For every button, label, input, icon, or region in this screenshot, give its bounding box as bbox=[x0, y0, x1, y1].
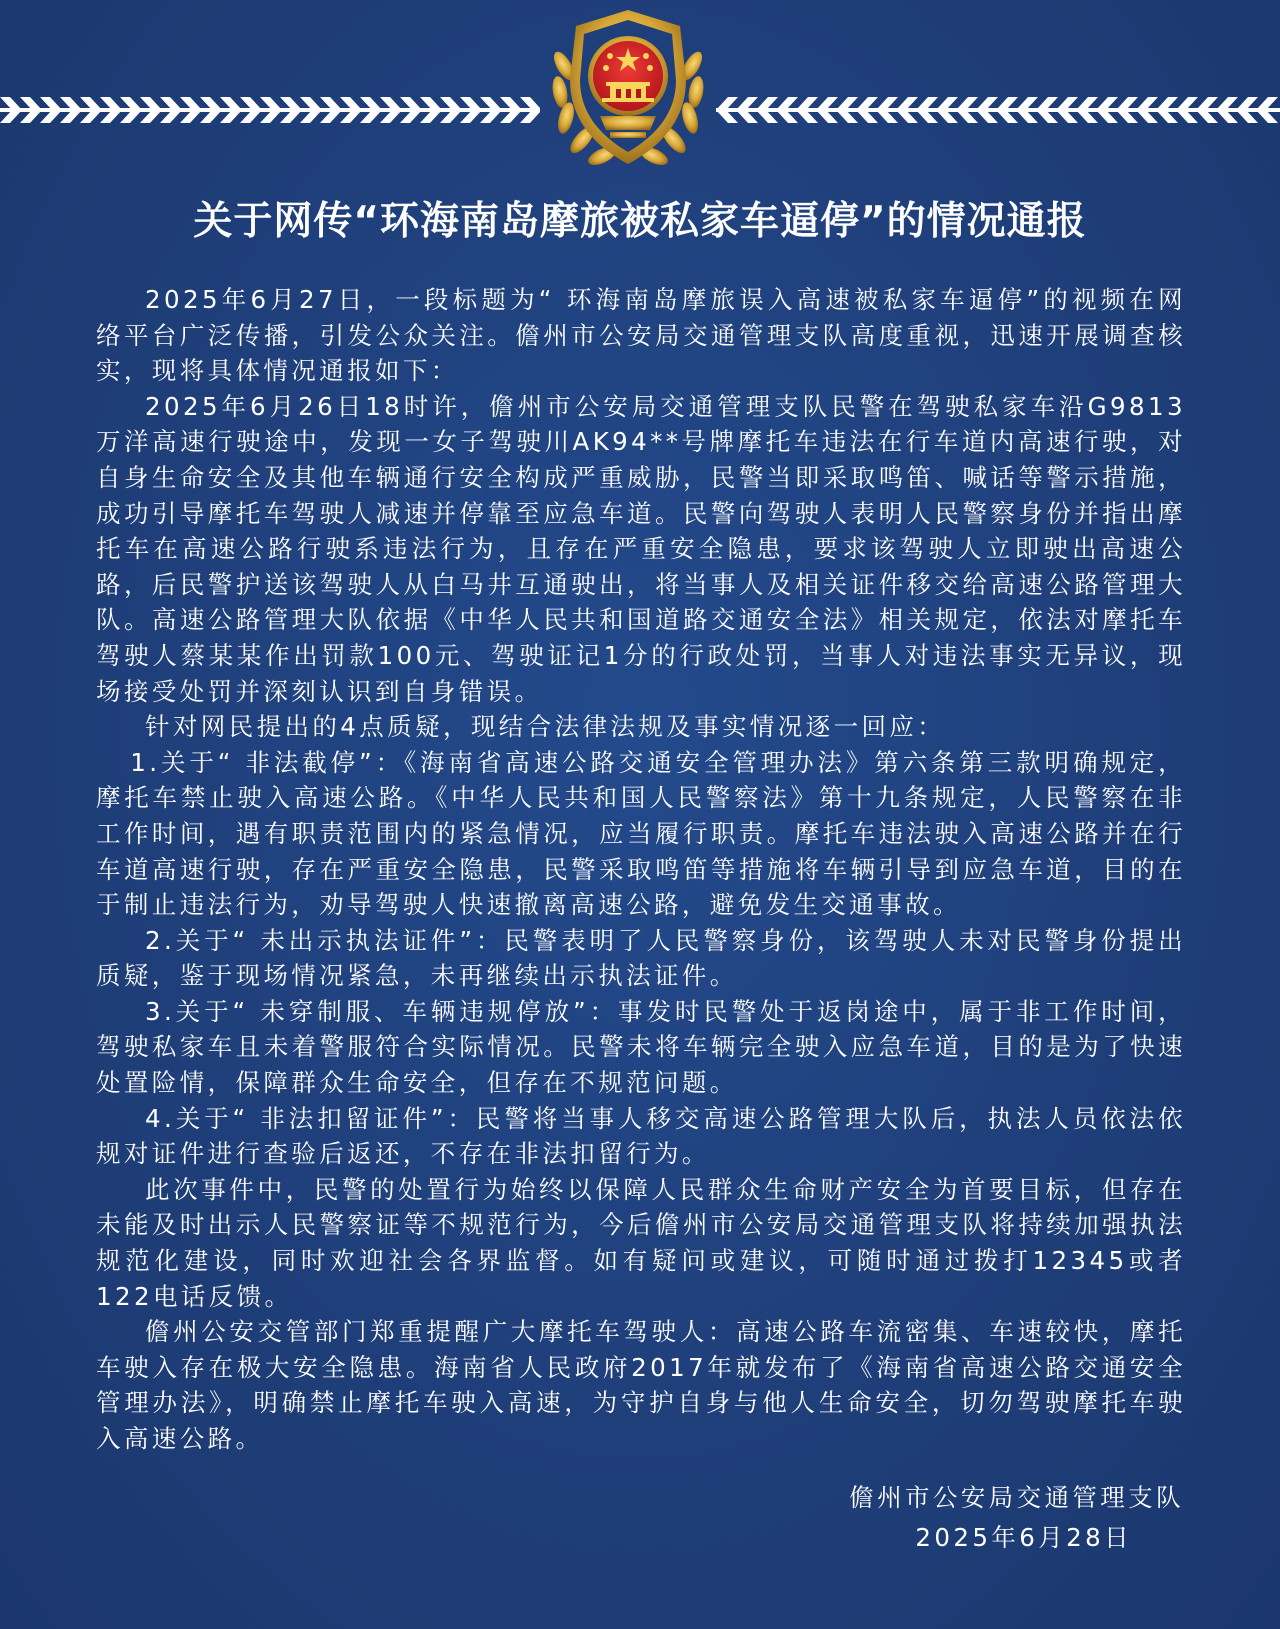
response-intro-paragraph: 针对网民提出的4点质疑，现结合法律法规及事实情况逐一回应： bbox=[145, 712, 946, 742]
chevron-band-left-icon bbox=[0, 93, 540, 127]
reminder-paragraph: 儋州公安交管部门郑重提醒广大摩托车驾驶人：高速公路车流密集、车速较快，摩托车驶入存在极大安全隐患。海南省人民政府2017年就发布了《海南省高速公路交通安全管理办法》，明确禁止摩托车驶入高速，为守护自身与他人生命安全，切勿驾驶摩托车驶入高速公路。 bbox=[96, 1317, 1186, 1453]
signature-block bbox=[849, 1478, 1184, 1558]
police-emblem-icon bbox=[540, 4, 716, 172]
header-band-left bbox=[0, 93, 540, 127]
response-item-4: 4.关于“ 非法扣留证件”：民警将当事人移交高速公路管理大队后，执法人员依法依规对证件进行查验后返还，不存在非法扣留行为。 bbox=[96, 1103, 1186, 1169]
response-item-3: 3.关于“ 未穿制服、车辆违规停放”：事发时民警处于返岗途中，属于非工作时间，驾驶私家车且未着警服符合实际情况。民警未将车辆完全驶入应急车道，目的是为了快速处置险情，保障群众生命安全，但存在不规范问题。 bbox=[96, 996, 1186, 1098]
intro-paragraph: 2025年6月27日，一段标题为“ 环海南岛摩旅误入高速被私家车逼停”的视频在网络平台广泛传播，引发公众关注。儋州市公安局交通管理支队高度重视，迅速开展调查核实，现将具体情况通报如下： bbox=[96, 285, 1186, 386]
response-item-2: 2.关于“ 未出示执法证件”：民警表明了人民警察身份，该驾驶人未对民警身份提出质疑，鉴于现场情况紧急，未再继续出示执法证件。 bbox=[96, 925, 1186, 991]
notice-body bbox=[96, 282, 1186, 1457]
response-item-1: 1.关于“ 非法截停”：《海南省高速公路交通安全管理办法》第六条第三款明确规定，摩托车禁止驶入高速公路。《中华人民共和国人民警察法》第十九条规定，人民警察在非工作时间，遇有职责范围内的紧急情况，应当履行职责。摩托车违法驶入高速公路并在行车道高速行驶，存在严重安全隐患，民警采取鸣笛等措施将车辆引导到应急车道，目的在于制止违法行为，劝导驾驶人快速撤离高速公路，避免发生交通事故。 bbox=[96, 747, 1186, 920]
issuing-organization: 儋州市公安局交通管理支队 bbox=[849, 1483, 1184, 1512]
notice-title: 关于网传“环海南岛摩旅被私家车逼停”的情况通报 bbox=[193, 199, 1087, 244]
conclusion-paragraph: 此次事件中，民警的处置行为始终以保障人民群众生命财产安全为首要目标，但存在未能及时出示人民警察证等不规范行为，今后儋州市公安局交通管理支队将持续加强执法规范化建设，同时欢迎社会各界监督。如有疑问或建议，可随时通过拨打12345或者122电话反馈。 bbox=[96, 1174, 1186, 1311]
incident-paragraph: 2025年6月26日18时许，儋州市公安局交通管理支队民警在驾驶私家车沿G9813万洋高速行驶途中，发现一女子驾驶川AK94**号牌摩托车违法在行车道内高速行驶，对自身生命安全及其他车辆通行安全构成严重威胁，民警当即采取鸣笛、喊话等警示措施，成功引导摩托车驾驶人减速并停靠至应急车道。民警向驾驶人表明人民警察身份并指出摩托车在高速公路行驶系违法行为，且存在严重安全隐患，要求该驾驶人立即驶出高速公路，后民警护送该驾驶人从白马井互通驶出，将当事人及相关证件移交给高速公路管理大队。高速公路管理大队依据《中华人民共和国道路交通安全法》相关规定，依法对摩托车驾驶人蔡某某作出罚款100元、驾驶证记1分的行政处罚，当事人对违法事实无异议，现场接受处罚并深刻认识到自身错误。 bbox=[96, 391, 1186, 706]
issue-date: 2025年6月28日 bbox=[915, 1523, 1132, 1552]
chevron-band-right-icon bbox=[716, 93, 1280, 127]
header-band-right bbox=[716, 93, 1280, 127]
